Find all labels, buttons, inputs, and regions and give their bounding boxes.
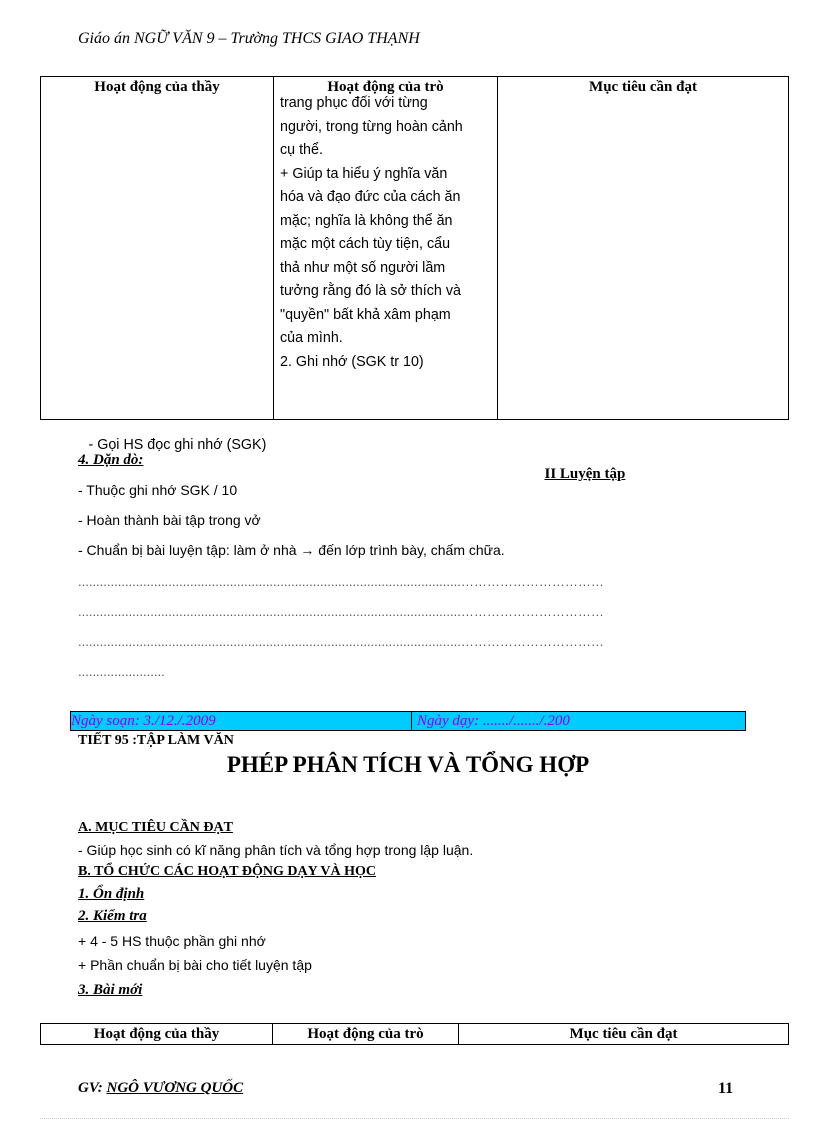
step-2-item: + 4 - 5 HS thuộc phần ghi nhớ <box>78 933 266 949</box>
footer-teacher <box>78 1080 243 1097</box>
table2-teacher-header: Hoạt động của thầy <box>41 1024 273 1045</box>
lesson-title: PHÉP PHÂN TÍCH VÀ TỔNG HỢP <box>226 752 590 777</box>
prepared-date: Ngày soạn: 3./12./.2009 <box>71 713 216 729</box>
section-b-title: B. TỔ CHỨC CÁC HOẠT ĐỘNG DẠY VÀ HỌC <box>78 864 377 879</box>
lesson-period: TIẾT 95 :TẬP LÀM VĂN <box>78 733 234 748</box>
page-header: Giáo án NGỮ VĂN 9 – Trường THCS GIAO THẠNH <box>78 30 420 47</box>
student-line: tưởng rằng đó là sở thích và <box>280 283 461 299</box>
page-number: 11 <box>718 1080 734 1097</box>
section-a-title: A. MỤC TIÊU CẦN ĐẠT <box>78 820 233 835</box>
dotted-line: ........................ <box>78 664 165 679</box>
homework-item: - Thuộc ghi nhớ SGK / 10 <box>78 482 238 498</box>
step-2-item: + Phần chuẩn bị bài cho tiết luyện tập <box>78 957 312 973</box>
student-line: thả như một số người lầm <box>280 259 446 276</box>
student-line: "quyền" bất khả xâm phạm <box>280 306 451 323</box>
step-3: 3. Bài mới <box>78 982 143 998</box>
student-line: hóa và đạo đức của cách ăn <box>280 189 461 205</box>
goal-note: II Luyện tập <box>544 465 626 482</box>
student-line: 2. Ghi nhớ (SGK tr 10) <box>280 353 424 370</box>
date-bar <box>70 711 746 731</box>
section-a-item: - Giúp học sinh có kĩ năng phân tích và tổng hợp trong lập luận. <box>78 842 474 858</box>
step-1: 1. Ổn định <box>78 886 145 902</box>
dotted-line: ..........................................................................................................…………………………… <box>78 574 604 589</box>
homework-item: - Chuẩn bị bài luyện tập: làm ở nhà → đến lớp trình bày, chấm chữa. <box>78 542 505 558</box>
student-line: của mình. <box>280 330 343 346</box>
taught-date: Ngày dạy: ......./......./.200 <box>417 713 570 729</box>
student-text <box>280 92 491 374</box>
activity-table-2 <box>40 1023 789 1045</box>
teacher-column <box>41 77 274 453</box>
table2-student-header: Hoạt động của trò <box>273 1024 459 1045</box>
teacher-note: - Gọi HS đọc ghi nhớ (SGK) <box>88 436 267 453</box>
table2-goal-header: Mục tiêu cần đạt <box>459 1024 789 1045</box>
student-column <box>274 77 498 420</box>
footer-rule <box>40 1118 789 1119</box>
goal-column <box>498 77 789 482</box>
student-header: Hoạt động của trò <box>327 79 444 95</box>
student-line: mặc một cách tùy tiện, cẩu <box>280 236 451 252</box>
student-line: người, trong từng hoàn cảnh <box>280 118 463 135</box>
teacher-header: Hoạt động của thầy <box>94 79 220 95</box>
student-line: mặc; nghĩa là không thể ăn <box>280 212 453 229</box>
step-2: 2. Kiểm tra <box>78 908 147 924</box>
footer-gv-name: NGÔ VƯƠNG QUỐC <box>106 1080 244 1096</box>
goal-header: Mục tiêu cần đạt <box>589 79 697 95</box>
dotted-line: ..........................................................................................................…………………………… <box>78 634 604 649</box>
date-separator <box>411 712 412 730</box>
student-line: trang phục đối với từng <box>280 95 428 111</box>
footer-gv-label: GV: <box>78 1080 107 1096</box>
dotted-line: ..........................................................................................................…………………………… <box>78 604 604 619</box>
student-line: + Giúp ta hiểu ý nghĩa văn <box>280 165 448 182</box>
student-line: cụ thể. <box>280 142 323 158</box>
homework-title: 4. Dặn dò: <box>78 452 144 468</box>
homework-item: - Hoàn thành bài tập trong vở <box>78 512 261 528</box>
